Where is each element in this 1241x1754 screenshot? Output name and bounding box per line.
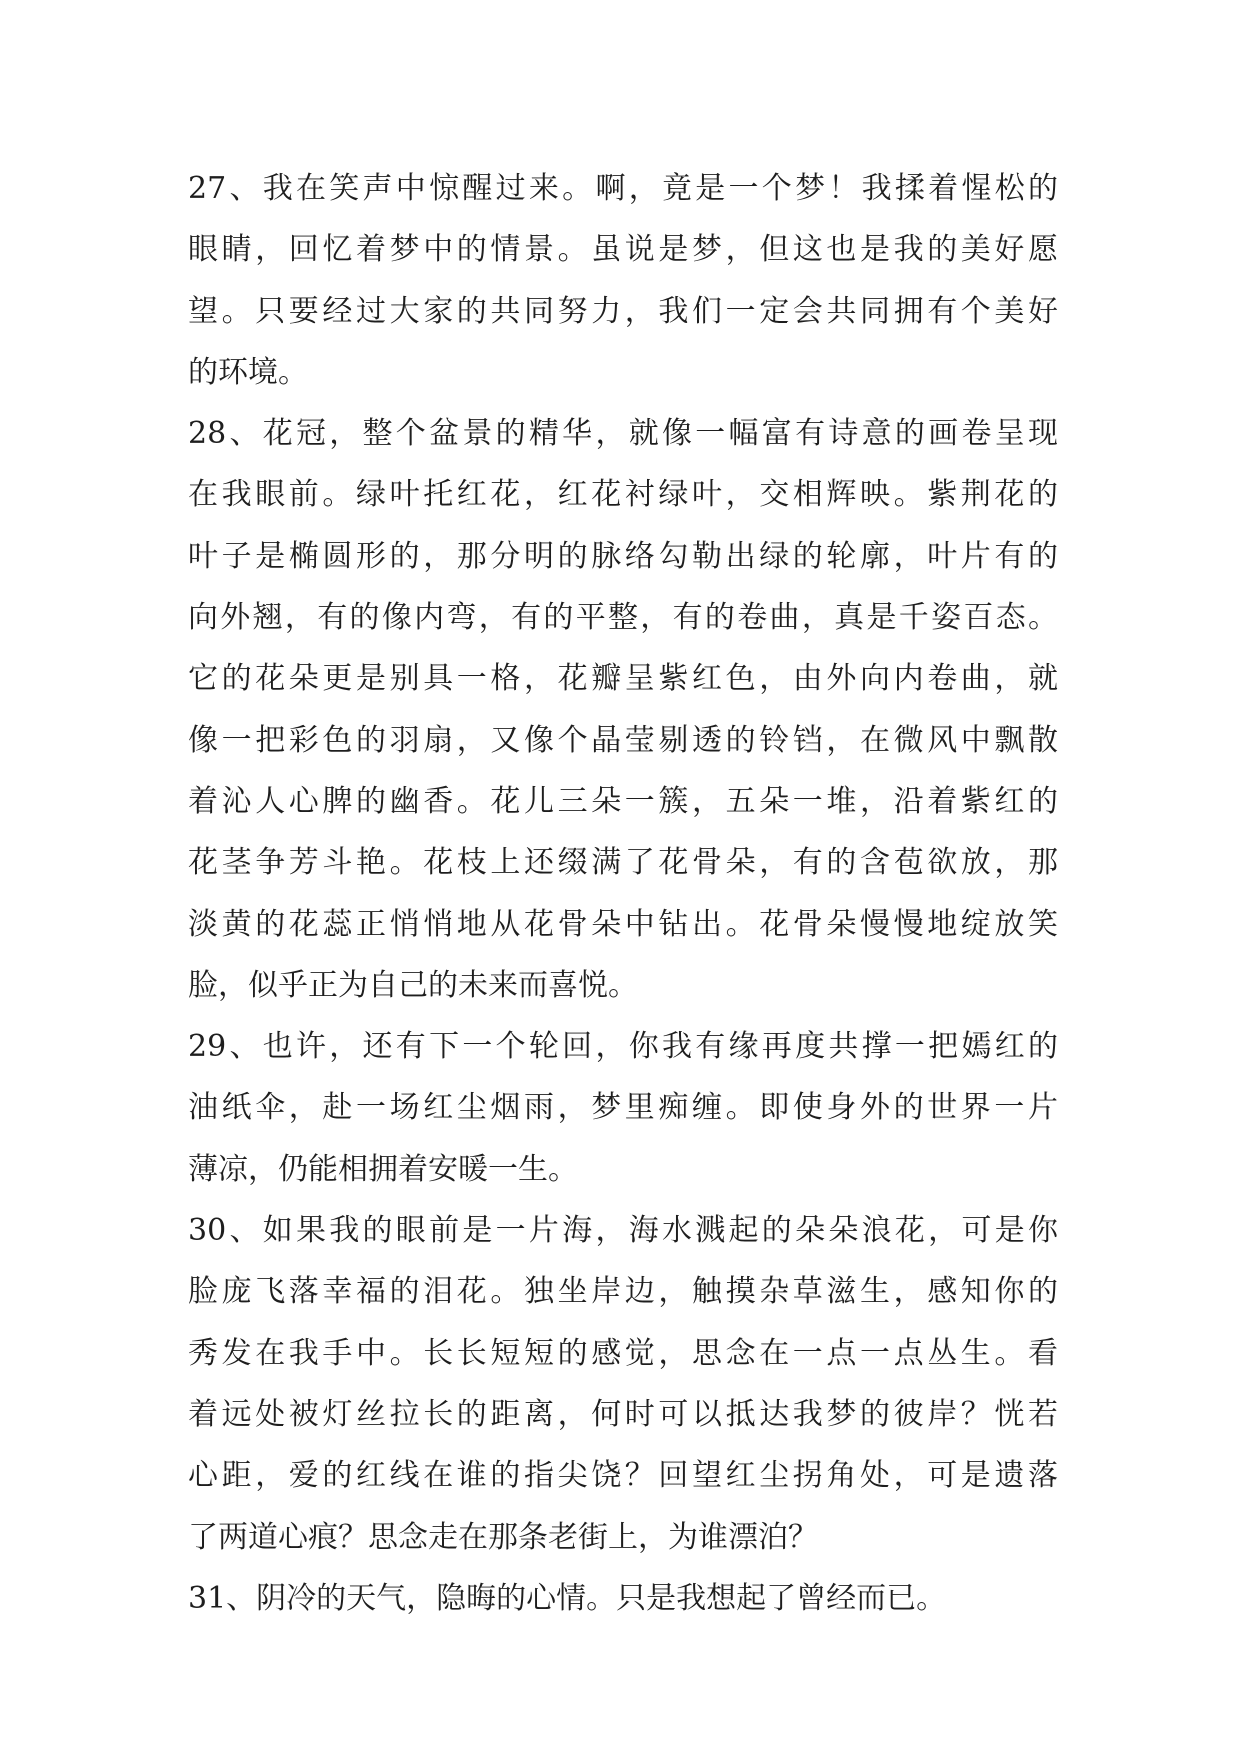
text-line: 它的花朵更是别具一格，花瓣呈紫红色，由外向内卷曲，就 xyxy=(188,661,1058,697)
text-line: 淡黄的花蕊正悄悄地从花骨朵中钻出。花骨朵慢慢地绽放笑 xyxy=(188,906,1058,942)
text-line: 了两道心痕？思念走在那条老街上，为谁漂泊？ xyxy=(188,1519,818,1555)
text-line: 着沁人心脾的幽香。花儿三朵一簇，五朵一堆，沿着紫红的 xyxy=(188,783,1058,819)
text-line: 31、阴冷的天气，隐晦的心情。只是我想起了曾经而已。 xyxy=(188,1580,947,1616)
text-line: 27、我在笑声中惊醒过来。啊，竟是一个梦！我揉着惺松的 xyxy=(188,171,1058,206)
text-line: 像一把彩色的羽扇，又像个晶莹剔透的铃铛，在微风中飘散 xyxy=(188,722,1058,758)
paragraph-31 xyxy=(188,1568,1058,1629)
text-line: 油纸伞，赴一场红尘烟雨，梦里痴缠。即使身外的世界一片 xyxy=(188,1090,1058,1126)
paragraph-29 xyxy=(188,1016,1058,1200)
text-line: 眼睛，回忆着梦中的情景。虽说是梦，但这也是我的美好愿 xyxy=(188,232,1058,268)
paragraph-27 xyxy=(188,158,1058,403)
text-line: 心距，爱的红线在谁的指尖饶？回望红尘拐角处，可是遗落 xyxy=(188,1458,1058,1494)
text-line: 向外翘，有的像内弯，有的平整，有的卷曲，真是千姿百态。 xyxy=(188,600,1058,636)
text-line: 在我眼前。绿叶托红花，红花衬绿叶，交相辉映。紫荆花的 xyxy=(188,477,1058,513)
text-line: 着远处被灯丝拉长的距离，何时可以抵达我梦的彼岸？恍若 xyxy=(188,1396,1058,1432)
document-body xyxy=(188,158,1058,1629)
text-line: 28、花冠，整个盆景的精华，就像一幅富有诗意的画卷呈现 xyxy=(188,416,1058,452)
text-line: 30、如果我的眼前是一片海，海水溅起的朵朵浪花，可是你 xyxy=(188,1213,1058,1249)
text-line: 的环境。 xyxy=(188,354,308,390)
text-line: 秀发在我手中。长长短短的感觉，思念在一点一点丛生。看 xyxy=(188,1335,1058,1371)
text-line: 脸，似乎正为自己的未来而喜悦。 xyxy=(188,967,638,1003)
text-line: 花茎争芳斗艳。花枝上还缀满了花骨朵，有的含苞欲放，那 xyxy=(188,845,1058,881)
text-line: 29、也许，还有下一个轮回，你我有缘再度共撑一把嫣红的 xyxy=(188,1029,1058,1065)
text-line: 望。只要经过大家的共同努力，我们一定会共同拥有个美好 xyxy=(188,293,1058,329)
paragraph-30 xyxy=(188,1200,1058,1568)
paragraph-28 xyxy=(188,403,1058,1016)
text-line: 脸庞飞落幸福的泪花。独坐岸边，触摸杂草滋生，感知你的 xyxy=(188,1274,1058,1310)
text-line: 叶子是椭圆形的，那分明的脉络勾勒出绿的轮廓，叶片有的 xyxy=(188,538,1058,574)
text-line: 薄凉，仍能相拥着安暖一生。 xyxy=(188,1151,578,1187)
